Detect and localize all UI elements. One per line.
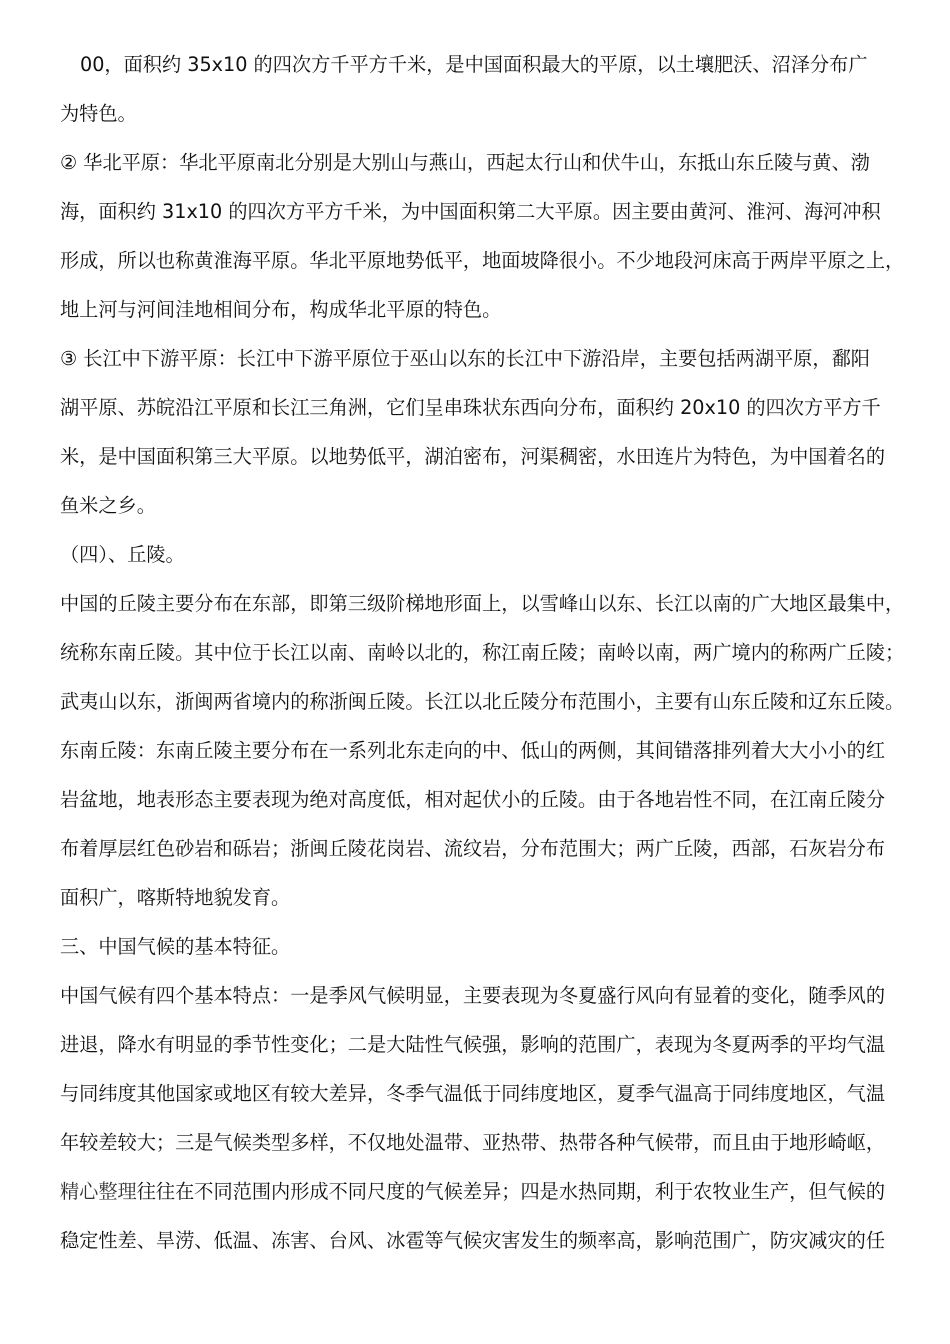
text-line-1: 00，面积约 35x10 的四次方千平方千米，是中国面积最大的平原，以土壤肥沃、沼泽分布广 — [80, 53, 868, 76]
text-line-7: ③ 长江中下游平原：长江中下游平原位于巫山以东的长江中下游沿岸，主要包括两湖平原，鄱阳 — [60, 347, 870, 370]
text-line-17: 布着厚层红色砂岩和砾岩；浙闽丘陵花岗岩、流纹岩，分布范围大；两广丘陵，西部，石灰岩分布 — [60, 837, 886, 860]
text-line-10: 鱼米之乡。 — [60, 494, 156, 517]
text-line-24-body: 往往在不同范围内形成不同尺度的气候差异；四是水热同期，利于农牧业生产，但气候的 — [136, 1180, 886, 1203]
text-line-3: ② 华北平原：华北平原南北分别是大别山与燕山，西起太行山和伏牛山，东抵山东丘陵与黄、渤 — [60, 151, 870, 174]
text-line-6: 地上河与河间洼地相间分布，构成华北平原的特色。 — [60, 298, 502, 321]
watermark-text: 精心整理 — [60, 1180, 137, 1203]
text-line-18: 面积广，喀斯特地貌发育。 — [60, 886, 291, 909]
text-line-21: 进退，降水有明显的季节性变化；二是大陆性气候强，影响的范围广，表现为冬夏两季的平均气温 — [60, 1033, 886, 1056]
text-line-9: 米，是中国面积第三大平原。以地势低平，湖泊密布，河渠稠密，水田连片为特色，为中国着名的 — [60, 445, 886, 468]
section-heading-climate: 三、中国气候的基本特征。 — [60, 935, 291, 958]
text-line-22: 与同纬度其他国家或地区有较大差异，冬季气温低于同纬度地区，夏季气温高于同纬度地区，气温 — [60, 1082, 886, 1105]
text-line-20: 中国气候有四个基本特点：一是季风气候明显，主要表现为冬夏盛行风向有显着的变化，随季风的 — [60, 984, 886, 1007]
text-line-24 — [60, 1179, 885, 1205]
text-line-16: 岩盆地，地表形态主要表现为绝对高度低，相对起伏小的丘陵。由于各地岩性不同，在江南丘陵分 — [60, 788, 886, 811]
text-line-5: 形成，所以也称黄淮海平原。华北平原地势低平，地面坡降很小。不少地段河床高于两岸平原之上， — [60, 249, 905, 272]
section-heading-hills: （四）、丘陵。 — [60, 543, 185, 566]
text-line-4: 海，面积约 31x10 的四次方平方千米，为中国面积第二大平原。因主要由黄河、淮河、海河冲积 — [60, 200, 881, 223]
text-line-23: 年较差较大；三是气候类型多样，不仅地处温带、亚热带、热带各种气候带，而且由于地形崎岖， — [60, 1131, 886, 1154]
text-line-14: 武夷山以东，浙闽两省境内的称浙闽丘陵。长江以北丘陵分布范围小，主要有山东丘陵和辽东丘陵。 — [60, 690, 905, 713]
text-line-12: 中国的丘陵主要分布在东部，即第三级阶梯地形面上，以雪峰山以东、长江以南的广大地区最集中， — [60, 592, 905, 615]
text-line-13: 统称东南丘陵。其中位于长江以南、南岭以北的，称江南丘陵；南岭以南，两广境内的称两广丘陵； — [60, 641, 905, 664]
text-line-15: 东南丘陵：东南丘陵主要分布在一系列北东走向的中、低山的两侧，其间错落排列着大大小小的红 — [60, 739, 886, 762]
text-line-25: 稳定性差、旱涝、低温、冻害、台风、冰雹等气候灾害发生的频率高，影响范围广，防灾减灾的任 — [60, 1229, 886, 1252]
text-line-2: 为特色。 — [60, 102, 137, 125]
text-line-8: 湖平原、苏皖沿江平原和长江三角洲，它们呈串珠状东西向分布，面积约 20x10 的四次方平方千 — [60, 396, 881, 419]
